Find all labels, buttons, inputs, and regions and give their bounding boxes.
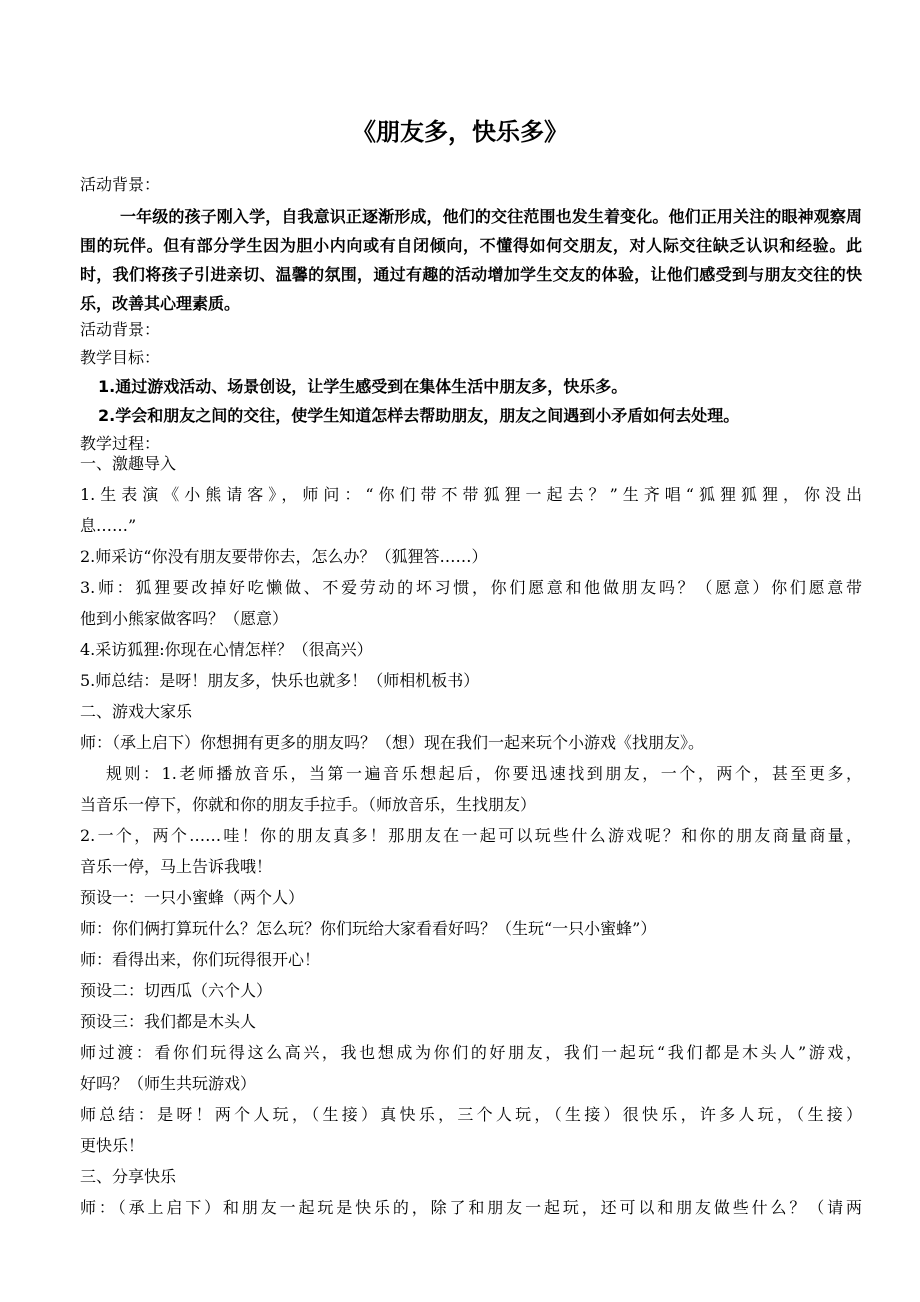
- document-title: 《朋友多，快乐多》: [352, 118, 568, 146]
- process-line: 他到小熊家做客吗？（愿意）: [80, 609, 289, 628]
- teaching-process-heading: 教学过程：: [80, 434, 161, 453]
- process-line: 预设二：切西瓜（六个人）: [80, 981, 273, 1000]
- teaching-goals-heading: 教学目标：: [80, 348, 161, 367]
- process-line: 规则：1.老师播放音乐，当第一遍音乐想起后，你要迅速找到朋友，一个，两个，甚至更多，: [106, 764, 862, 783]
- process-line: 师总结：是呀！两个人玩，（生接）真快乐，三个人玩，（生接）很快乐，许多人玩，（生接）: [80, 1105, 862, 1124]
- objective-item-2: 2.学会和朋友之间的交往，使学生知道怎样去帮助朋友，朋友之间遇到小矛盾如何去处理。: [98, 406, 740, 425]
- process-line: 4.采访狐狸:你现在心情怎样？（很高兴）: [80, 640, 373, 659]
- process-line: 师过渡：看你们玩得这么高兴，我也想成为你们的好朋友，我们一起玩“我们都是木头人”游戏，: [80, 1043, 862, 1062]
- objective-item-1: 1.通过游戏活动、场景创设，让学生感受到在集体生活中朋友多，快乐多。: [98, 377, 628, 396]
- process-line: 5.师总结：是呀！朋友多，快乐也就多！（师相机板书）: [80, 671, 480, 690]
- process-line: 预设三：我们都是木头人: [80, 1012, 257, 1031]
- process-line: 3.师：狐狸要改掉好吃懒做、不爱劳动的坏习惯，你们愿意和他做朋友吗？（愿意）你们愿意带: [80, 578, 862, 597]
- process-line: 师：（承上启下）你想拥有更多的朋友吗？（想）现在我们一起来玩个小游戏《找朋友》。: [80, 733, 705, 752]
- objectives-section: [80, 317, 862, 457]
- activity-background-heading: 活动背景：: [80, 175, 161, 194]
- process-line: 1.生表演《小熊请客》，师问：“你们带不带狐狸一起去？”生齐唱“狐狸狐狸，你没出: [80, 485, 862, 504]
- process-body: [80, 448, 862, 1223]
- process-line: 音乐一停，马上告诉我哦！: [80, 857, 273, 876]
- process-line: 更快乐！: [80, 1136, 145, 1155]
- process-line: 息……”: [80, 516, 137, 535]
- header-section: [80, 172, 862, 198]
- section-heading-1: 一、激趣导入: [80, 454, 177, 473]
- process-line: 当音乐一停下，你就和你的朋友手拉手。（师放音乐，生找朋友）: [80, 795, 537, 814]
- process-line: 好吗？（师生共玩游戏）: [80, 1074, 257, 1093]
- process-line: 师：看得出来，你们玩得很开心！: [80, 950, 321, 969]
- process-line: 预设一：一只小蜜蜂（两个人）: [80, 888, 305, 907]
- process-line: 2.师采访“你没有朋友要带你去，怎么办？（狐狸答……）: [80, 547, 488, 566]
- process-line: 师：（承上启下）和朋友一起玩是快乐的，除了和朋友一起玩，还可以和朋友做些什么？（请两: [80, 1198, 862, 1217]
- process-line: 2.一个，两个……哇！你的朋友真多！那朋友在一起可以玩些什么游戏呢？和你的朋友商量商量，: [80, 826, 862, 845]
- background-paragraph-block: [80, 202, 862, 318]
- activity-background-heading-2: 活动背景：: [80, 320, 161, 339]
- process-line: 师：你们俩打算玩什么？怎么玩？你们玩给大家看看好吗？（生玩“一只小蜜蜂”）: [80, 919, 657, 938]
- background-paragraph: 一年级的孩子刚入学，自我意识正逐渐形成，他们的交往范围也发生着变化。他们正用关注的眼神观察周围的玩伴。但有部分学生因为胆小内向或有自闭倾向，不懂得如何交朋友，对人际交往缺乏认识和经验。此时，我们将孩子引进亲切、温馨的氛围，通过有趣的活动增加学生交友的体验，让他们感受到与朋友交往的快乐，改善其心理素质。: [80, 207, 862, 313]
- section-heading-3: 三、分享快乐: [80, 1167, 177, 1186]
- section-heading-2: 二、游戏大家乐: [80, 702, 193, 721]
